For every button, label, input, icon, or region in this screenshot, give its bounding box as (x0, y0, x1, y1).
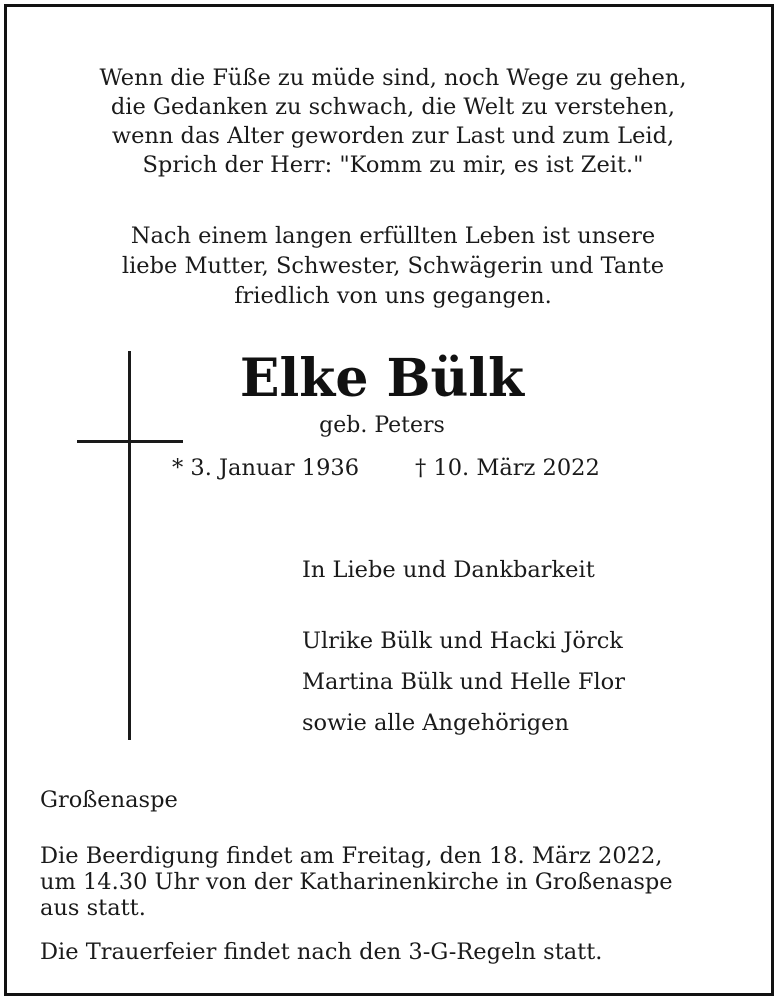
intro-line: Nach einem langen erfüllten Leben ist unsere (130, 223, 656, 249)
mourner-name: sowie alle Angehörigen (302, 710, 569, 736)
birth-date: * 3. Januar 1936 (172, 455, 360, 481)
mourner-names (302, 621, 625, 744)
ceremony-info: Die Trauerfeier findet nach den 3-G-Regeln statt. (40, 939, 603, 965)
poem-line: Wenn die Füße zu müde sind, noch Wege zu gehen, (99, 65, 687, 91)
poem-line: die Gedanken zu schwach, die Welt zu verstehen, (110, 94, 676, 120)
intro-line: friedlich von uns gegangen. (234, 283, 552, 309)
mourner-name: Martina Bülk und Helle Flor (302, 669, 625, 695)
birth-name: geb. Peters (319, 413, 445, 438)
cross-icon-horizontal (77, 440, 183, 443)
poem (7, 64, 778, 180)
intro-line: liebe Mutter, Schwester, Schwägerin und Tante (121, 253, 665, 279)
funeral-info (40, 843, 760, 921)
poem-line: wenn das Alter geworden zur Last und zum Leid, (111, 123, 675, 149)
death-date: † 10. März 2022 (415, 455, 600, 481)
deceased-name: Elke Bülk (239, 348, 525, 409)
mourners (302, 555, 625, 744)
funeral-line: um 14.30 Uhr von der Katharinenkirche in Großenaspe (40, 869, 673, 895)
place: Großenaspe (40, 787, 178, 813)
obituary-frame (4, 4, 774, 996)
closing-phrase: In Liebe und Dankbarkeit (302, 557, 595, 583)
funeral-line: aus statt. (40, 895, 146, 921)
funeral-line: Die Beerdigung findet am Freitag, den 18. März 2022, (40, 843, 663, 869)
intro-text (7, 221, 778, 311)
cross-icon-vertical (128, 351, 131, 740)
mourner-name: Ulrike Bülk und Hacki Jörck (302, 628, 623, 654)
poem-line: Sprich der Herr: "Komm zu mir, es ist Zeit." (142, 152, 644, 178)
